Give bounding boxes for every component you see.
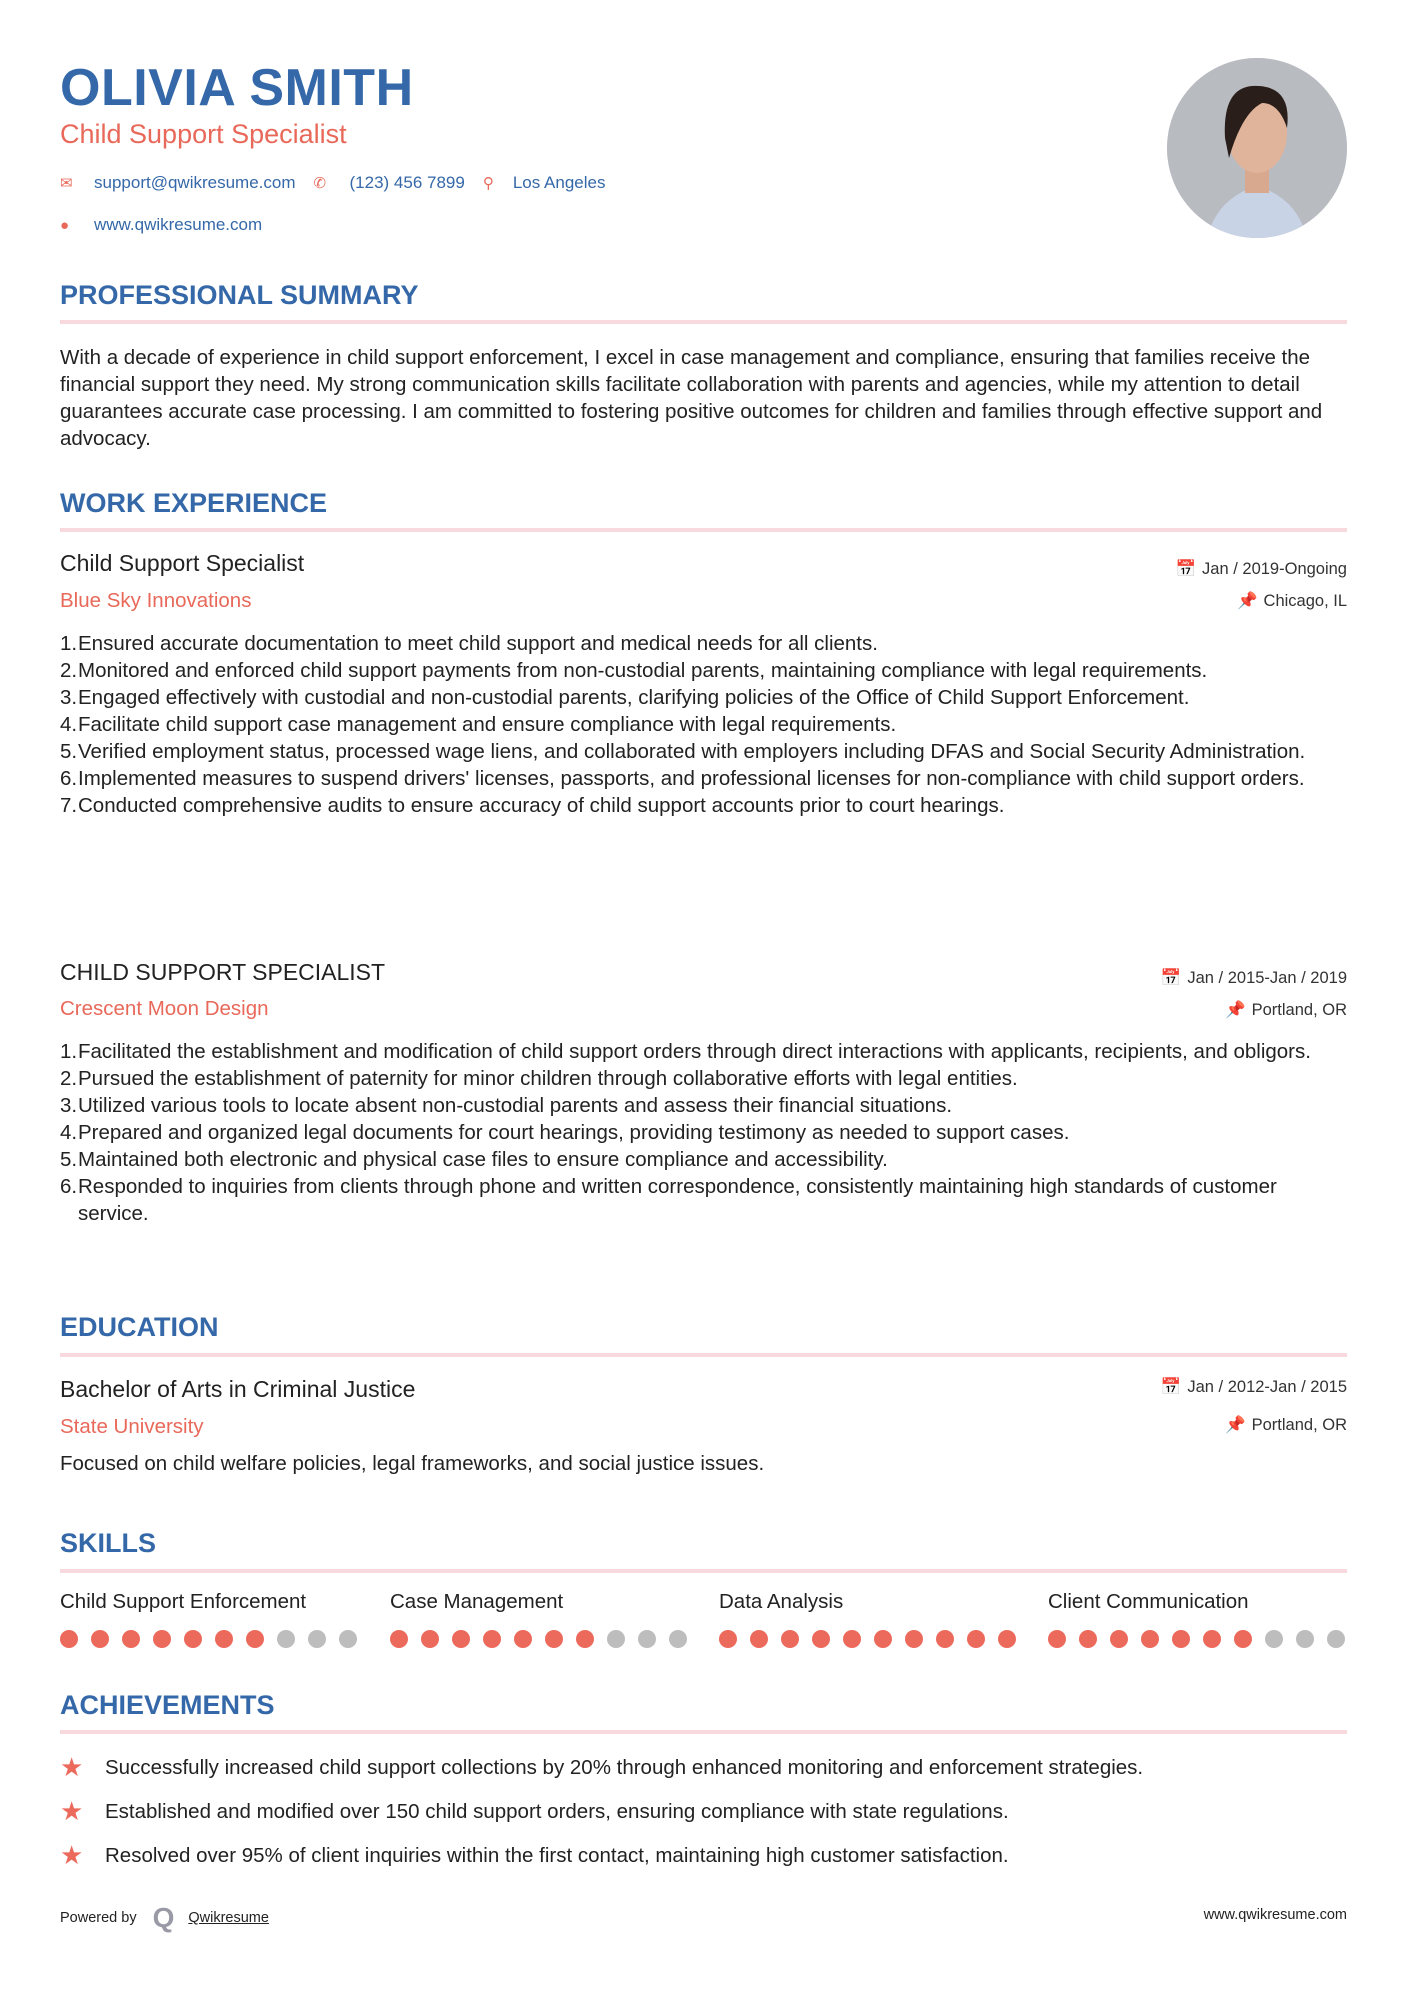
achievement-text: Resolved over 95% of client inquiries within the first contact, maintaining high customer satisfaction. <box>105 1843 1009 1867</box>
rating-dot-empty <box>339 1630 357 1648</box>
skill-rating <box>60 1630 360 1648</box>
location-text: Chicago, IL <box>1263 592 1347 610</box>
rating-dot-empty <box>1327 1630 1345 1648</box>
divider <box>60 1730 1347 1734</box>
pushpin-icon: 📌 <box>1236 592 1258 610</box>
rating-dot-filled <box>122 1630 140 1648</box>
education-description: Focused on child welfare policies, legal frameworks, and social justice issues. <box>60 1452 765 1475</box>
rating-dot-filled <box>1079 1630 1097 1648</box>
skill-rating <box>390 1630 690 1648</box>
rating-dot-empty <box>607 1630 625 1648</box>
rating-dot-filled <box>1172 1630 1190 1648</box>
pushpin-icon: 📌 <box>1225 1001 1246 1019</box>
rating-dot-empty <box>308 1630 326 1648</box>
rating-dot-empty <box>669 1630 687 1648</box>
candidate-name: OLIVIA SMITH <box>60 59 414 117</box>
calendar-icon: 📅 <box>1160 1378 1182 1396</box>
footer-powered <box>60 1902 269 1934</box>
skill-name: Data Analysis <box>719 1590 844 1613</box>
rating-dot-filled <box>967 1630 985 1648</box>
powered-by-label: Powered by <box>60 1910 137 1926</box>
rating-dot-filled <box>1110 1630 1128 1648</box>
rating-dot-filled <box>390 1630 408 1648</box>
experience-heading: WORK EXPERIENCE <box>60 488 328 518</box>
rating-dot-filled <box>153 1630 171 1648</box>
divider <box>60 320 1347 324</box>
job-title: CHILD SUPPORT SPECIALIST <box>60 959 386 985</box>
email-link[interactable]: support@qwikresume.com <box>94 173 296 192</box>
rating-dot-empty <box>1296 1630 1314 1648</box>
skill-item <box>390 1590 690 1648</box>
brand-link[interactable]: Qwikresume <box>188 1910 269 1926</box>
rating-dot-filled <box>215 1630 233 1648</box>
achievement-text: Successfully increased child support collections by 20% through enhanced monitoring and enforcement strategies. <box>105 1755 1144 1779</box>
star-icon: ★ <box>60 1796 84 1826</box>
footer-website[interactable]: www.qwikresume.com <box>1203 1907 1347 1923</box>
rating-dot-filled <box>905 1630 923 1648</box>
rating-dot-filled <box>812 1630 830 1648</box>
rating-dot-filled <box>1048 1630 1066 1648</box>
star-icon: ★ <box>60 1840 84 1870</box>
rating-dot-filled <box>545 1630 563 1648</box>
pushpin-icon: 📌 <box>1225 1416 1246 1434</box>
website-row <box>60 215 280 235</box>
achievement-text: Established and modified over 150 child support orders, ensuring compliance with state regulations. <box>105 1799 1009 1823</box>
list-item: Prepared and organized legal documents for court hearings, providing testimony as needed to support cases. <box>78 1121 1070 1144</box>
list-item: Conducted comprehensive audits to ensure accuracy of child support accounts prior to court hearings. <box>78 794 1005 817</box>
job-bullets <box>60 630 1350 819</box>
contact-row <box>60 173 623 193</box>
degree-title: Bachelor of Arts in Criminal Justice <box>60 1376 416 1402</box>
skill-item <box>1048 1590 1348 1648</box>
location-text: Portland, OR <box>1251 1416 1347 1434</box>
skill-name: Client Communication <box>1048 1590 1249 1613</box>
list-item: Facilitated the establishment and modification of child support orders through direct interactions with applicants, recipients, and obligors. <box>78 1040 1311 1063</box>
job-dates <box>1176 560 1348 579</box>
rating-dot-filled <box>719 1630 737 1648</box>
rating-dot-filled <box>184 1630 202 1648</box>
skill-item <box>719 1590 1019 1648</box>
skill-rating <box>1048 1630 1348 1648</box>
education-location <box>1225 1416 1347 1435</box>
education-dates <box>1161 1378 1347 1397</box>
rating-dot-filled <box>874 1630 892 1648</box>
rating-dot-filled <box>998 1630 1016 1648</box>
rating-dot-filled <box>514 1630 532 1648</box>
globe-icon: ● <box>60 216 70 234</box>
rating-dot-filled <box>452 1630 470 1648</box>
location-pin-icon: ⚲ <box>482 175 494 192</box>
rating-dot-filled <box>1141 1630 1159 1648</box>
company-name: Crescent Moon Design <box>60 997 269 1020</box>
list-item: Verified employment status, processed wage liens, and collaborated with employers including DFAS and Social Security Administration. <box>78 740 1306 763</box>
phone-icon: ✆ <box>313 175 327 192</box>
rating-dot-empty <box>638 1630 656 1648</box>
company-name: Blue Sky Innovations <box>60 589 252 612</box>
rating-dot-filled <box>421 1630 439 1648</box>
skill-name: Child Support Enforcement <box>60 1590 307 1613</box>
rating-dot-filled <box>576 1630 594 1648</box>
list-item: Pursued the establishment of paternity for minor children through collaborative efforts with legal entities. <box>78 1067 1018 1090</box>
website-link[interactable]: www.qwikresume.com <box>94 215 263 234</box>
summary-heading: PROFESSIONAL SUMMARY <box>60 280 419 310</box>
rating-dot-empty <box>277 1630 295 1648</box>
profile-photo <box>1167 58 1347 238</box>
list-item: Monitored and enforced child support payments from non-custodial parents, maintaining compliance with legal requirements. <box>78 659 1208 682</box>
candidate-title: Child Support Specialist <box>60 119 347 149</box>
job-location <box>1225 1001 1347 1020</box>
rating-dot-empty <box>1265 1630 1283 1648</box>
calendar-icon: 📅 <box>1175 560 1197 578</box>
skill-rating <box>719 1630 1019 1648</box>
dates-text: Jan / 2015-Jan / 2019 <box>1187 969 1347 987</box>
job-location <box>1237 592 1347 611</box>
location-text: Los Angeles <box>512 173 606 192</box>
dates-text: Jan / 2012-Jan / 2015 <box>1187 1378 1347 1396</box>
rating-dot-filled <box>936 1630 954 1648</box>
achievements-heading: ACHIEVEMENTS <box>60 1690 275 1720</box>
rating-dot-filled <box>781 1630 799 1648</box>
rating-dot-filled <box>246 1630 264 1648</box>
summary-text: With a decade of experience in child support enforcement, I excel in case management and compliance, ensuring that families receive the financial support they need. My strong communication skills facilitate collaboration with parents and agencies, while my attention to detail guarantees accurate case processing. I am committed to fostering positive outcomes for children and families through effective support and advocacy. <box>60 346 1323 450</box>
location-text: Portland, OR <box>1251 1001 1347 1019</box>
rating-dot-filled <box>1234 1630 1252 1648</box>
rating-dot-filled <box>843 1630 861 1648</box>
achievement-item <box>60 1796 1009 1827</box>
list-item: Engaged effectively with custodial and non-custodial parents, clarifying policies of the Office of Child Support Enforcement. <box>78 686 1190 709</box>
calendar-icon: 📅 <box>1160 969 1182 987</box>
list-item: Facilitate child support case management and ensure compliance with legal requirements. <box>78 713 897 736</box>
job-title: Child Support Specialist <box>60 550 305 576</box>
rating-dot-filled <box>91 1630 109 1648</box>
divider <box>60 1353 1347 1357</box>
achievement-item <box>60 1840 1009 1871</box>
job-dates <box>1161 969 1347 988</box>
email-icon: ✉ <box>60 175 73 192</box>
job-bullets <box>60 1038 1350 1227</box>
skill-name: Case Management <box>390 1590 564 1613</box>
divider <box>60 528 1347 532</box>
rating-dot-filled <box>483 1630 501 1648</box>
qwikresume-logo-icon: Q <box>152 1902 175 1933</box>
list-item: Responded to inquiries from clients through phone and written correspondence, consistently maintaining high standards of customer service. <box>78 1175 1277 1225</box>
achievement-item <box>60 1752 1143 1783</box>
list-item: Utilized various tools to locate absent non-custodial parents and assess their financial situations. <box>78 1094 953 1117</box>
divider <box>60 1569 1347 1573</box>
rating-dot-filled <box>1203 1630 1221 1648</box>
skills-heading: SKILLS <box>60 1528 157 1558</box>
list-item: Ensured accurate documentation to meet child support and medical needs for all clients. <box>78 632 878 655</box>
star-icon: ★ <box>60 1752 84 1782</box>
rating-dot-filled <box>60 1630 78 1648</box>
skill-item <box>60 1590 360 1648</box>
list-item: Implemented measures to suspend drivers' licenses, passports, and professional licenses for non-compliance with child support orders. <box>78 767 1305 790</box>
rating-dot-filled <box>750 1630 768 1648</box>
school-name: State University <box>60 1415 204 1438</box>
phone-text: (123) 456 7899 <box>349 173 465 192</box>
education-heading: EDUCATION <box>60 1312 219 1342</box>
list-item: Maintained both electronic and physical case files to ensure compliance and accessibility. <box>78 1148 888 1171</box>
dates-text: Jan / 2019-Ongoing <box>1202 560 1347 578</box>
